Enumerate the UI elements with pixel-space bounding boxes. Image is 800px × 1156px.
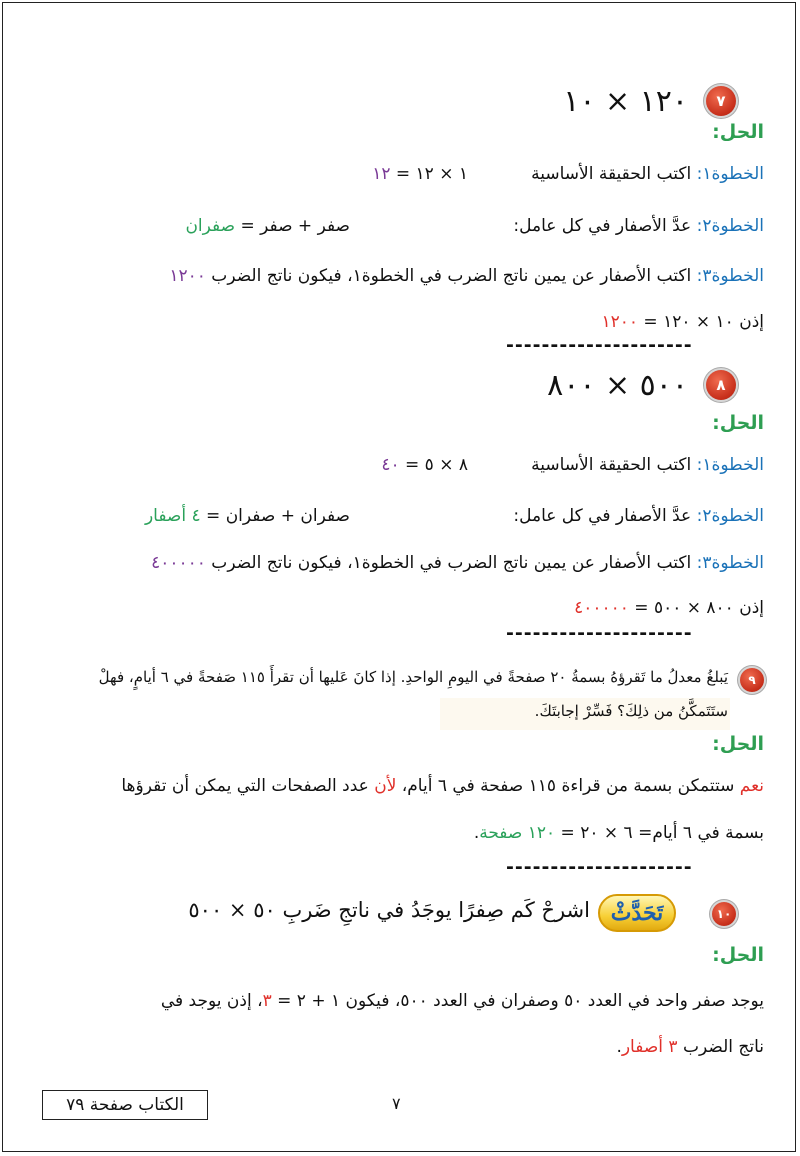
q10-answer-l2-end: . (616, 1037, 622, 1057)
question-9-text-line2: ستَتَمكَّنُ من ذلِكَ؟ فَسِّرْ إجابتَكَ. (534, 702, 728, 720)
q7-final (601, 312, 764, 332)
question-10-text: اشرحْ كَم صِفرًا يوجَدُ في ناتجِ ضَربِ ٥٠ × ٥٠٠ (188, 898, 590, 922)
q10-answer-line2 (616, 1037, 764, 1057)
q7-step1-text: اكتب الحقيقة الأساسية (531, 164, 697, 184)
q9-answer-a: ستتمكن بسمة من قراءة ١١٥ صفحة في ٦ أيام، (396, 776, 740, 796)
q7-step3-label: الخطوة٣: (696, 266, 764, 286)
separator-1: --------------------- (506, 334, 693, 356)
q9-answer-l2-end: . (473, 823, 480, 843)
q7-step2-equation (185, 216, 350, 236)
q8-step1-equation (381, 455, 468, 475)
q9-answer-l2-text: بسمة في ٦ أيام= ٦ × ٢٠ = (555, 823, 764, 843)
q8-step1-label: الخطوة١: (696, 455, 764, 475)
page-number: ٧ (392, 1094, 401, 1113)
question-9-solution-label: الحل: (712, 733, 764, 755)
book-reference-box: الكتاب صفحة ٧٩ (42, 1090, 208, 1120)
q8-step2-expr: صفران + صفران = (200, 506, 350, 526)
separator-2: --------------------- (506, 622, 693, 644)
q8-step3-text: اكتب الأصفار عن يمين ناتج الضرب في الخطوة١، فيكون ناتج الضرب (205, 553, 697, 573)
q9-answer-yes: نعم (739, 776, 764, 796)
q8-step1-expr: ٨ × ٥ = (399, 455, 468, 475)
q8-step2 (513, 506, 764, 526)
q9-answer-line1 (121, 776, 764, 796)
q8-final-text: إذن ٨٠٠ × ٥٠٠ = (628, 598, 764, 618)
q8-step1 (531, 455, 764, 475)
q8-step2-equation (145, 506, 350, 526)
q10-answer-l2-red: ٣ أصفار (621, 1037, 678, 1057)
q8-final (574, 598, 764, 618)
question-7-badge: ٧ (706, 86, 736, 116)
question-10-badge: ١٠ (712, 902, 736, 926)
q8-step3 (151, 553, 764, 573)
question-8-expression: ٥٠٠ × ٨٠٠ (547, 368, 688, 403)
question-10-solution-label: الحل: (712, 944, 764, 966)
q7-step3-result: ١٢٠٠ (169, 266, 206, 286)
q7-final-text: إذن ١٠ × ١٢٠ = (638, 312, 764, 332)
q7-step2-text: عدَّ الأصفار في كل عامل: (513, 216, 697, 236)
q8-step2-text: عدَّ الأصفار في كل عامل: (513, 506, 697, 526)
q7-step1-label: الخطوة١: (696, 164, 764, 184)
question-9-text-line1: يَبلغُ معدلُ ما تَقرؤهُ بسمةُ ٢٠ صفحةً في اليومِ الواحدِ. إذا كانَ عَليها أن تقرأَ ١١٥ صَفحةً في ٦ أيامٍ، فهلْ (98, 668, 728, 686)
separator-3: --------------------- (506, 856, 693, 878)
q8-final-result: ٤٠٠٠٠٠ (574, 598, 629, 618)
q8-step3-result: ٤٠٠٠٠٠ (151, 553, 206, 573)
q7-final-result: ١٢٠٠ (601, 312, 639, 332)
q9-answer-l2-result: ١٢٠ صفحة (479, 823, 556, 843)
q7-step3 (169, 266, 764, 286)
q7-step1 (531, 164, 764, 184)
question-8-solution-label: الحل: (712, 412, 764, 434)
q7-step1-equation (372, 164, 468, 184)
q9-answer-because: لأن (374, 776, 397, 796)
question-7-expression: ١٢٠ × ١٠ (563, 84, 688, 119)
q10-answer-line1 (161, 991, 764, 1011)
question-9-badge: ٩ (740, 668, 764, 692)
q7-step2-expr: صفر + صفر = (235, 216, 350, 236)
q9-answer-line2 (474, 823, 764, 843)
q7-step2-label: الخطوة٢: (696, 216, 764, 236)
q7-step2-result: صفران (185, 216, 236, 236)
q8-step2-result: ٤ أصفار (144, 506, 201, 526)
q7-step3-text: اكتب الأصفار عن يمين ناتج الضرب في الخطوة١، فيكون ناتج الضرب (205, 266, 697, 286)
q9-answer-b: عدد الصفحات التي يمكن أن تقرؤها (121, 776, 375, 796)
q10-answer-l2-text: ناتج الضرب (677, 1037, 764, 1057)
q8-step3-label: الخطوة٣: (696, 553, 764, 573)
q7-step2 (513, 216, 764, 236)
q10-answer-l1-red: ٣ (262, 991, 272, 1011)
talk-label-badge: تَحَدَّثْ (598, 894, 676, 932)
q10-answer-l1-end: ، إذن يوجد في (160, 991, 263, 1011)
q8-step1-text: اكتب الحقيقة الأساسية (531, 455, 697, 475)
question-8-badge: ٨ (706, 370, 736, 400)
q8-step1-result: ٤٠ (381, 455, 400, 475)
q7-step1-result: ١٢ (372, 164, 391, 184)
q10-answer-l1-text: يوجد صفر واحد في العدد ٥٠ وصفران في العدد ٥٠٠، فيكون ١ + ٢ = (271, 991, 764, 1011)
question-7-solution-label: الحل: (712, 121, 764, 143)
q8-step2-label: الخطوة٢: (696, 506, 764, 526)
q7-step1-expr: ١ × ١٢ = (390, 164, 468, 184)
